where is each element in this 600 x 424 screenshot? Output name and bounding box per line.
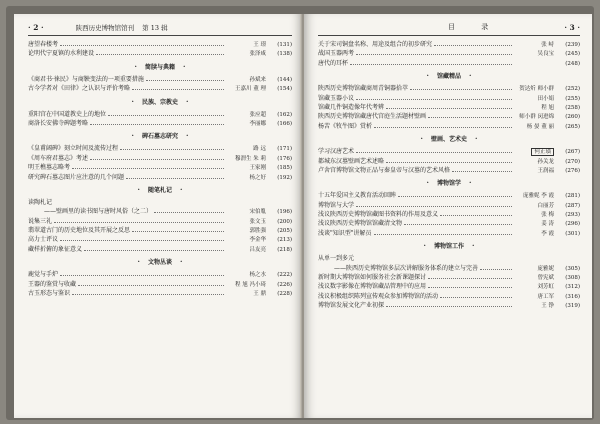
toc-entry	[318, 229, 580, 238]
entry-page: (239)	[565, 42, 580, 48]
entry-title: 学习汉唐艺术	[318, 148, 355, 156]
entry-author: 何正璜	[514, 148, 554, 157]
entry-author: 杨之水	[249, 272, 266, 279]
leader-dots	[60, 275, 224, 276]
entry-page: (276)	[565, 167, 580, 174]
toc-group	[318, 191, 580, 238]
entry-page: (248)	[565, 60, 580, 67]
toc-group	[28, 40, 292, 59]
entry-author: 张泽咸	[249, 51, 266, 58]
toc-entry	[318, 94, 580, 103]
left-running-head	[28, 20, 292, 34]
entry-page: (270)	[565, 158, 580, 165]
section-heading: · 民族、宗教史 ·	[131, 96, 189, 106]
entry-author: 杨 晏 董 丽	[526, 123, 554, 130]
section-heading: · 博物馆学 ·	[426, 178, 472, 188]
journal-title: 陕西历史博物馆馆刊	[75, 23, 135, 32]
entry-title: 《周车府君墓志》考述	[28, 154, 89, 162]
entry-page: (176)	[277, 155, 292, 162]
toc-entry	[28, 226, 292, 235]
entry-title: 陕西历史博物馆藏唐代宫庭生活题材壁画	[318, 113, 427, 121]
toc-entry-title-only: 从单一到多元	[318, 255, 355, 263]
entry-page: (319)	[565, 303, 580, 310]
entry-author: 贺达炘 师小群	[519, 86, 554, 93]
toc-entry	[318, 157, 580, 166]
leader-dots	[132, 231, 224, 232]
entry-title: 陕西历史博物馆藏商周青铜器拾萃	[318, 85, 409, 93]
entry-title: 浅议积极组织陈列宣传观众参加博物馆的活动	[318, 292, 439, 300]
entry-page: (316)	[565, 293, 580, 300]
entry-title: 浅议陕西历史博物馆馆藏清文物	[318, 220, 403, 228]
entry-title: 唐代的耳杯	[318, 59, 349, 67]
entry-page: (162)	[277, 111, 292, 118]
leader-dots	[108, 115, 224, 116]
entry-page: (287)	[565, 202, 580, 209]
toc-entry	[318, 49, 580, 58]
entry-title: 关于宋司铜盘名称、用途及组合的初步研究	[318, 41, 433, 48]
page-number: · 3 ·	[564, 22, 580, 32]
entry-author: 王家刚	[249, 165, 266, 172]
entry-page: (260)	[565, 114, 580, 121]
entry-title: ——陕西历史博物馆多层次讲解服务体系的建立与完善	[334, 264, 479, 272]
entry-title: 博物馆发展文化产业初探	[318, 302, 385, 310]
entry-page: (192)	[277, 174, 292, 181]
toc-entry	[28, 163, 292, 172]
entry-page: (305)	[565, 265, 580, 272]
toc-entry	[28, 217, 292, 226]
leader-dots	[126, 178, 224, 179]
entry-title: 《商君书·徕民》与商鞅变法的一项重要措施	[28, 75, 144, 83]
entry-author: 姜 涛	[541, 221, 554, 228]
page-number: · 2 ·	[28, 22, 44, 32]
entry-page: (265)	[565, 123, 580, 130]
entry-title: 古玉形态与鉴识	[28, 290, 71, 298]
entry-author: 吕友亮	[249, 246, 266, 253]
entry-page: (258)	[565, 104, 580, 111]
entry-title: 说集三礼	[28, 217, 53, 225]
entry-page: (312)	[565, 284, 580, 291]
entry-title: 高力士评议	[28, 236, 59, 244]
section-heading: · 馆藏精品 ·	[426, 71, 472, 81]
leader-dots	[350, 64, 512, 65]
entry-page: (131)	[277, 42, 292, 48]
contents-heading: 目 录	[448, 23, 501, 31]
toc-entry	[318, 84, 580, 93]
toc-entry	[318, 210, 580, 219]
entry-page: (296)	[565, 221, 580, 228]
entry-author: 郭胜强	[249, 228, 266, 235]
toc-entry	[318, 122, 580, 131]
entry-page: (222)	[277, 272, 292, 279]
entry-page: (226)	[277, 281, 292, 288]
entry-page: (213)	[277, 237, 292, 244]
entry-title: 商洛长安佛寺碑题考略	[28, 119, 89, 127]
section-heading: · 随笔札记 ·	[137, 184, 183, 194]
toc-entry	[318, 147, 580, 156]
leader-dots	[132, 89, 224, 90]
section-heading: · 碑石墓志研究 ·	[131, 131, 189, 141]
toc-entry	[318, 292, 580, 301]
entry-author: 王 铮	[541, 303, 554, 310]
toc-entry	[28, 110, 292, 119]
toc-entry	[28, 207, 292, 216]
toc-entry	[318, 59, 580, 68]
leader-dots	[440, 297, 512, 298]
entry-title: 馆藏几件铜造像年代考辨	[318, 103, 385, 111]
entry-author: 庞雅妮 李 霞	[523, 193, 554, 200]
entry-title: 浅议数字影像在博物馆藏品管理中的应用	[318, 283, 427, 291]
toc-entry	[28, 235, 292, 244]
toc-entry	[28, 84, 292, 93]
entry-page: (196)	[277, 209, 292, 216]
section-heading: · 文物丛谈 ·	[137, 257, 183, 267]
entry-title: 十五年爱国主义教育活动回眸	[318, 192, 397, 200]
leader-dots	[480, 269, 512, 270]
entry-title: 鹿觉与手炉	[28, 271, 59, 279]
leader-dots	[146, 80, 224, 81]
entry-author: 路 远	[253, 146, 266, 153]
toc-entry	[318, 103, 580, 112]
entry-page: (218)	[277, 246, 292, 253]
leader-dots	[440, 215, 512, 216]
toc-entry	[318, 301, 580, 310]
entry-title: 古今学者对《田律》之认识与评价考略	[28, 85, 131, 93]
toc-entry	[318, 201, 580, 210]
entry-author: 张文玉	[249, 218, 266, 225]
leader-dots	[90, 124, 224, 125]
leader-dots	[452, 171, 512, 172]
toc-entry	[318, 219, 580, 228]
header-rule	[318, 35, 580, 36]
leader-dots	[120, 149, 224, 150]
leader-dots	[54, 222, 224, 223]
toc-group	[318, 84, 580, 131]
leader-dots	[78, 285, 224, 286]
entry-page: (171)	[277, 146, 292, 153]
entry-page: (205)	[277, 228, 292, 235]
entry-author: 程 旭	[541, 104, 554, 111]
leader-dots	[386, 306, 512, 307]
entry-author: 穆渭生 朱 莉	[235, 155, 266, 162]
entry-author: 张 梅	[541, 212, 554, 219]
toc-entry	[28, 49, 292, 58]
entry-author: 曾宪斌	[537, 275, 554, 282]
toc-entry	[318, 166, 580, 175]
leader-dots	[60, 240, 224, 241]
section-heading: · 博物馆工作 ·	[423, 241, 475, 251]
entry-author: 张应超	[249, 111, 266, 118]
entry-author: 孙关龙	[537, 158, 554, 165]
entry-title: 明王樵墓志略考	[28, 164, 71, 172]
entry-page: (166)	[277, 120, 292, 127]
toc-entry	[28, 144, 292, 153]
open-book	[6, 6, 594, 420]
toc-entry	[28, 270, 292, 279]
entry-title: ——壁画里的读书图与唐时风俗（之二）	[44, 208, 153, 216]
toc-entry	[318, 112, 580, 121]
leader-dots	[398, 196, 512, 197]
leader-dots	[374, 127, 512, 128]
leader-dots	[72, 168, 224, 169]
header-rule	[28, 35, 292, 36]
leader-dots	[96, 54, 224, 55]
leader-dots	[410, 89, 512, 90]
toc-group	[318, 40, 580, 68]
entry-page: (138)	[277, 51, 292, 58]
section-heading: · 简牍与典籍 ·	[134, 61, 186, 71]
entry-author: 王 鼎	[253, 291, 266, 298]
entry-author: 李金华	[249, 237, 266, 244]
leader-dots	[356, 54, 512, 55]
toc-group	[28, 110, 292, 129]
toc-entry	[28, 245, 292, 254]
entry-author: 宋伯胤	[249, 209, 266, 216]
leader-dots	[434, 45, 512, 46]
toc-entry-title-only: 读陶札记	[28, 198, 53, 206]
entry-page: (293)	[565, 212, 580, 219]
toc-entry	[318, 282, 580, 291]
entry-page: (267)	[565, 149, 580, 156]
entry-author: 庞雅妮	[537, 265, 554, 272]
toc-group	[28, 144, 292, 182]
leader-dots	[356, 152, 512, 153]
entry-title: 新时期大博物馆如何服务社会新课题探讨	[318, 274, 427, 282]
entry-title: 研究碑石墓志图片应注意的几个问题	[28, 173, 125, 181]
toc-entry	[318, 191, 580, 200]
entry-page: (245)	[565, 51, 580, 58]
leader-dots	[90, 159, 224, 160]
toc-entry	[28, 75, 292, 84]
entry-author: 师小群 闵进绵	[519, 114, 554, 121]
leader-dots	[386, 162, 512, 163]
entry-page: (301)	[565, 230, 580, 237]
leader-dots	[428, 117, 512, 118]
toc-entry	[318, 40, 580, 49]
leader-dots	[154, 212, 224, 213]
leader-dots	[386, 108, 512, 109]
entry-title: 翡翠道古门的历史地位及其开展之反思	[28, 227, 131, 235]
right-page	[304, 14, 592, 418]
leader-dots	[356, 206, 512, 207]
entry-title: 馆藏玉器小议	[318, 94, 355, 102]
entry-page: (185)	[277, 165, 292, 172]
entry-author: 王 璟	[253, 42, 266, 48]
toc-entry	[28, 154, 292, 163]
entry-title: 杨苦《牧牛图》赏析	[318, 122, 373, 130]
entry-page: (308)	[565, 275, 580, 282]
entry-author: 杨之好	[249, 174, 266, 181]
entry-author: 田小娟	[537, 95, 554, 102]
toc-group	[318, 264, 580, 311]
leader-dots	[428, 278, 512, 279]
leader-dots	[60, 45, 224, 46]
entry-page: (228)	[277, 291, 292, 298]
entry-title: 战国玉器两考	[318, 50, 355, 58]
toc-group	[28, 75, 292, 94]
entry-author: 程 旭 冯小琦	[235, 281, 266, 288]
entry-author: 李丽娜	[249, 120, 266, 127]
toc-entry	[28, 289, 292, 298]
entry-title: 论明代宁夏镇的水利建设	[28, 50, 95, 58]
toc-entry	[318, 273, 580, 282]
entry-author: 王润福	[537, 167, 554, 174]
entry-title: 博物馆与大学	[318, 201, 355, 209]
entry-page: (144)	[277, 76, 292, 83]
toc-group	[28, 207, 292, 254]
right-running-head	[318, 20, 580, 34]
toc-group	[28, 270, 292, 298]
entry-title: 浅谈"知识型"讲解员	[318, 229, 372, 237]
toc-entry	[318, 264, 580, 273]
entry-author: 白丽芳	[537, 202, 554, 209]
entry-title: 藏样折俯的象征意义	[28, 245, 83, 253]
toc-entry	[28, 173, 292, 182]
leader-dots	[72, 294, 224, 295]
entry-title: 卢舍宫博物馆文物正品与秦皇帝与汉墓的艺术风格	[318, 166, 451, 174]
issue-number: 第 13 辑	[142, 23, 168, 32]
left-page	[14, 14, 302, 418]
entry-title: 重阳宫在中国道教史上的地位	[28, 110, 107, 118]
section-heading: · 壁画、艺术史 ·	[420, 134, 478, 144]
leader-dots	[428, 287, 512, 288]
entry-title: 都城东汉墓壁画艺术述略	[318, 157, 385, 165]
entry-title: 《皇甫阔碑》刻立时间及流传过程	[28, 145, 119, 153]
toc-entry	[28, 40, 292, 49]
entry-author: 唐工军	[537, 293, 554, 300]
leader-dots	[84, 250, 224, 251]
leader-dots	[356, 99, 512, 100]
entry-title: 王器的鉴赏与收藏	[28, 280, 77, 288]
leader-dots	[404, 224, 512, 225]
toc-entry	[28, 280, 292, 289]
entry-author: 王嘉川 董 理	[235, 86, 266, 93]
entry-author: 孙斌来	[249, 76, 266, 83]
entry-page: (255)	[565, 95, 580, 102]
entry-page: (281)	[565, 193, 580, 200]
entry-page: (252)	[565, 86, 580, 93]
entry-page: (200)	[277, 218, 292, 225]
toc-entry	[28, 119, 292, 128]
entry-page: (154)	[277, 86, 292, 93]
entry-author: 张 峙	[541, 42, 554, 48]
entry-author: 李 霞	[541, 230, 554, 237]
leader-dots	[374, 234, 512, 235]
entry-author: 刘芳虹	[537, 284, 554, 291]
entry-author: 吴良宝	[537, 51, 554, 58]
entry-title: 唐望春楼考	[28, 41, 59, 48]
entry-title: 浅议陕西历史博物馆藏图书资料的作用及意义	[318, 211, 439, 219]
toc-group	[318, 147, 580, 175]
